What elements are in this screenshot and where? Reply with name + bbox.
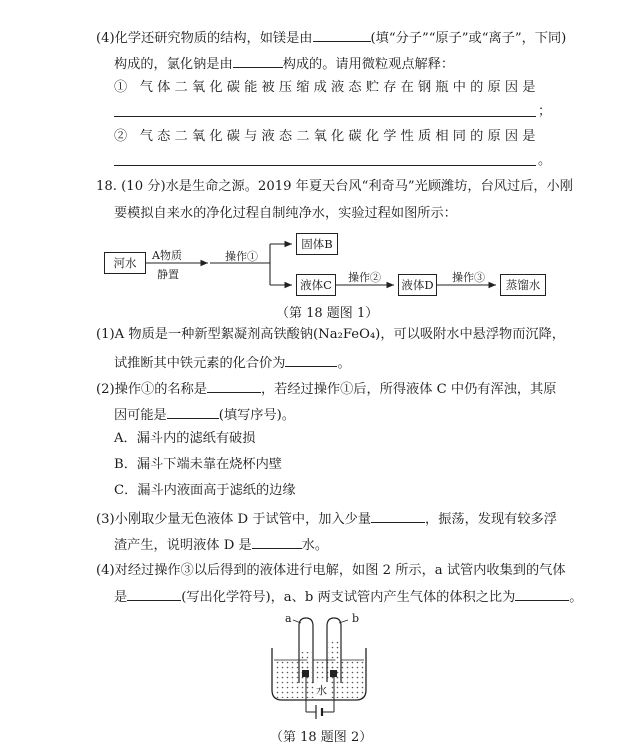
q17-4-item2: ② 气态二氧化碳与液态二氧化碳化学性质相同的原因是: [114, 129, 540, 144]
label-substance-a: A物质: [152, 249, 182, 262]
question-text: (2)操作①的名称是: [96, 382, 207, 397]
question-text: 构成的。请用微粒观点解释：: [282, 57, 455, 72]
question-text: 是: [114, 590, 128, 605]
question-text: 因可能是: [114, 408, 167, 423]
tube-a-label: a: [285, 612, 292, 625]
fig1-caption: （第 18 题图 1）: [276, 306, 379, 321]
tube-b-label: b: [352, 612, 360, 625]
fig2-caption: （第 18 题图 2）: [270, 730, 373, 745]
semicolon: ；: [538, 104, 552, 119]
box-liquid-c: 液体C: [296, 274, 336, 296]
question-text: (4)化学还研究物质的结构，如镁是由: [96, 31, 313, 46]
question-text: (写出化学符号)，a、b 两支试管内产生气体的体积之比为: [181, 590, 516, 605]
question-text: 水。: [301, 538, 329, 553]
label-settle: 静置: [157, 268, 179, 281]
question-text: 。: [569, 590, 583, 605]
period: 。: [538, 153, 552, 168]
question-text: 构成的，氯化钠是由: [114, 57, 233, 72]
question-text: (填“分子”“原子”或“离子”，下同): [370, 31, 567, 46]
box-distilled: 蒸馏水: [500, 274, 546, 296]
q17-4-item1: ① 气体二氧化碳能被压缩成液态贮存在钢瓶中的原因是: [114, 80, 540, 95]
q18-intro-line2: 要模拟自来水的净化过程自制纯净水，实验过程如图所示：: [114, 206, 457, 221]
option-a: A．漏斗内的滤纸有破损: [114, 431, 256, 446]
option-c: C．漏斗内液面高于滤纸的边缘: [114, 483, 296, 498]
question-text: ，振荡，发现有较多浮: [425, 512, 557, 527]
question-text: (3)小刚取少量无色液体 D 于试管中，加入少量: [96, 512, 372, 527]
label-op3: 操作③: [452, 271, 485, 284]
q18-4-line1: (4)对经过操作③以后得到的液体进行电解，如图 2 所示，a 试管内收集到的气体: [96, 563, 566, 578]
question-text: (填写序号)。: [218, 408, 295, 423]
question-text: 试推断其中铁元素的化合价为: [114, 356, 286, 371]
q18-1-line1: (1)A 物质是一种新型絮凝剂高铁酸钠(Na₂FeO₄)，可以吸附水中悬浮物而沉降，: [96, 327, 565, 342]
question-text: 渣产生，说明液体 D 是: [114, 538, 252, 553]
label-op2: 操作②: [348, 271, 381, 284]
box-liquid-d: 液体D: [398, 274, 437, 296]
box-river: 河水: [104, 252, 146, 274]
question-text: 。: [337, 356, 351, 371]
label-op1: 操作①: [225, 250, 258, 263]
option-b: B．漏斗下端未靠在烧杯内壁: [114, 457, 282, 472]
q18-intro-line1: 18. (10 分)水是生命之源。2019 年夏天台风“利奇马”光顾潍坊，台风过后，小刚: [96, 179, 573, 194]
water-label: 水: [316, 684, 327, 697]
box-solid-b: 固体B: [296, 233, 338, 255]
question-text: ，若经过操作①后，所得液体 C 中仍有浑浊，其原: [261, 382, 557, 397]
